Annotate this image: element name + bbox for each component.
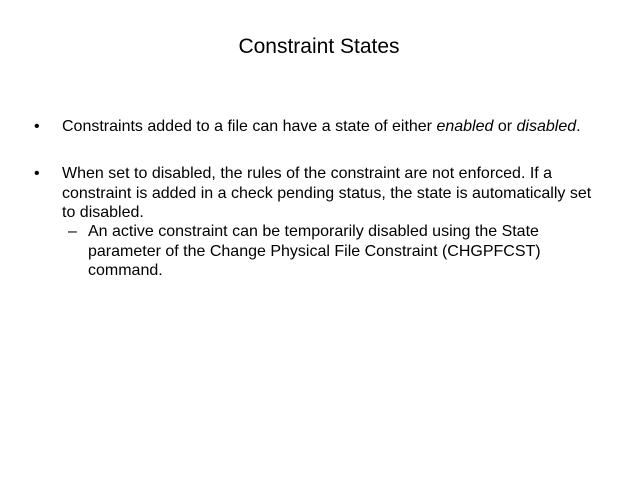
bullet-text-part: or xyxy=(493,118,517,135)
slide-title: Constraint States xyxy=(238,35,400,58)
bullet-emphasis-enabled: enabled xyxy=(436,118,494,135)
sub-bullet-text: An active constraint can be temporarily disabled using the State parameter of the Change Physical File Constraint (CHGPFCST) command. xyxy=(88,223,541,279)
bullet-text: When set to disabled, the rules of the constraint are not enforced. If a constraint is added in a check pending status, the state is automatically set to disabled. xyxy=(62,165,592,221)
bullet-emphasis-disabled: disabled xyxy=(516,118,577,135)
bullet-text-part: Constraints added to a file can have a state of either xyxy=(62,118,437,135)
bullet-marker: • xyxy=(34,165,40,182)
sub-bullet-marker: – xyxy=(68,223,77,240)
bullet-text xyxy=(62,117,622,137)
bullet-marker: • xyxy=(34,118,40,135)
bullet-text-part: . xyxy=(576,118,581,135)
